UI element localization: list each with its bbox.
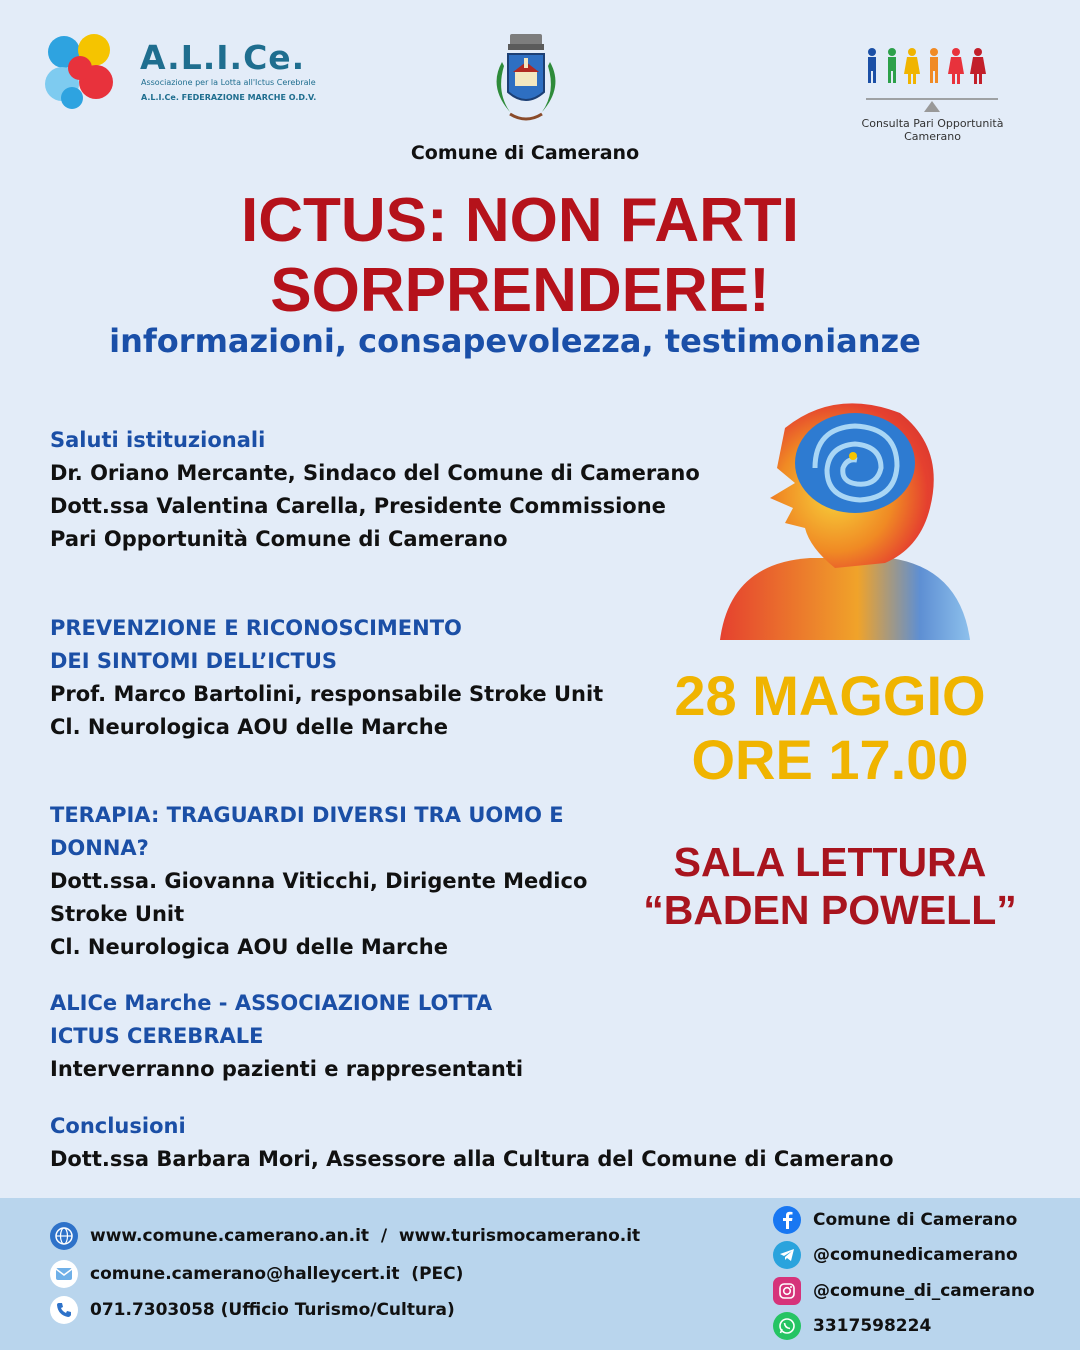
section-line: Dr. Oriano Mercante, Sindaco del Comune di Camerano [50,461,700,485]
pec-row [50,1260,463,1288]
facebook-row [773,1206,1017,1234]
main-title-line1: ICTUS: NON FARTI [241,186,799,255]
section-line: Cl. Neurologica AOU delle Marche [50,935,448,959]
consulta-logo [862,44,1002,114]
alice-name: A.L.I.Ce. [140,38,306,77]
footer-contacts [0,1198,1080,1350]
section-heading: Saluti istituzionali [50,428,266,452]
facebook-icon [773,1206,801,1234]
website-row [50,1222,640,1250]
consulta-line2: Camerano [904,130,961,143]
section-line: Dott.ssa. Giovanna Viticchi, Dirigente Medico [50,869,588,893]
venue-line2: “BADEN POWELL” [643,887,1017,933]
whatsapp-row [773,1312,931,1340]
section-heading: ALICe Marche - ASSOCIAZIONE LOTTA [50,991,493,1015]
section-line: Interverranno pazienti e rappresentanti [50,1057,524,1081]
whatsapp-icon [773,1312,801,1340]
instagram-icon [773,1277,801,1305]
program-section-conclusioni [50,1110,1000,1176]
pec-email-link[interactable]: comune.camerano@halleycert.it (PEC) [90,1264,464,1284]
phone-row [50,1296,455,1324]
phone-number[interactable]: 071.7303058 (Ufficio Turismo/Cultura) [90,1300,455,1320]
event-venue [610,838,1050,934]
main-title-line2: SORPRENDERE! [270,256,770,325]
main-title [180,186,860,326]
camerano-crest [480,32,572,132]
website-link[interactable]: www.comune.camerano.an.it / www.turismocamerano.it [90,1226,641,1246]
whatsapp-number[interactable]: 3317598224 [813,1316,932,1336]
brain-head-illustration [715,388,975,643]
phone-icon [50,1296,78,1324]
mail-icon [50,1260,78,1288]
section-line: Pari Opportunità Comune di Camerano [50,527,508,551]
section-heading: DONNA? [50,836,149,860]
section-heading: PREVENZIONE E RICONOSCIMENTO [50,616,462,640]
alice-subtitle: Associazione per la Lotta all'Ictus Cerebrale [141,78,316,87]
telegram-handle[interactable]: @comunedicamerano [813,1245,1018,1265]
event-date-time [640,664,1020,792]
alice-logo [42,32,118,112]
section-heading: ICTUS CEREBRALE [50,1024,264,1048]
subtitle: informazioni, consapevolezza, testimonianze [109,322,921,360]
facebook-handle[interactable]: Comune di Camerano [813,1210,1018,1230]
program-section-prevenzione [50,612,740,744]
section-heading: DEI SINTOMI DELL’ICTUS [50,649,338,673]
section-line: Cl. Neurologica AOU delle Marche [50,715,448,739]
telegram-row [773,1241,1018,1269]
section-line: Stroke Unit [50,902,185,926]
telegram-icon [773,1241,801,1269]
globe-icon [50,1222,78,1250]
event-time: ORE 17.00 [691,728,969,791]
section-line: Dott.ssa Valentina Carella, Presidente Commissione [50,494,666,518]
comune-title: Comune di Camerano [410,142,640,164]
venue-line1: SALA LETTURA [673,839,987,885]
section-heading: TERAPIA: TRAGUARDI DIVERSI TRA UOMO E [50,803,564,827]
event-date: 28 MAGGIO [674,664,986,727]
alice-federation: A.L.I.Ce. FEDERAZIONE MARCHE O.D.V. [141,93,317,102]
consulta-line1: Consulta Pari Opportunità [861,117,1004,130]
program-section-saluti [50,424,740,556]
instagram-handle[interactable]: @comune_di_camerano [813,1281,1035,1301]
instagram-row [773,1277,1035,1305]
program-section-alice [50,987,740,1086]
section-line: Dott.ssa Barbara Mori, Assessore alla Cultura del Comune di Camerano [50,1147,894,1171]
section-heading: Conclusioni [50,1114,186,1138]
section-line: Prof. Marco Bartolini, responsabile Stroke Unit [50,682,604,706]
consulta-label [845,117,1020,143]
